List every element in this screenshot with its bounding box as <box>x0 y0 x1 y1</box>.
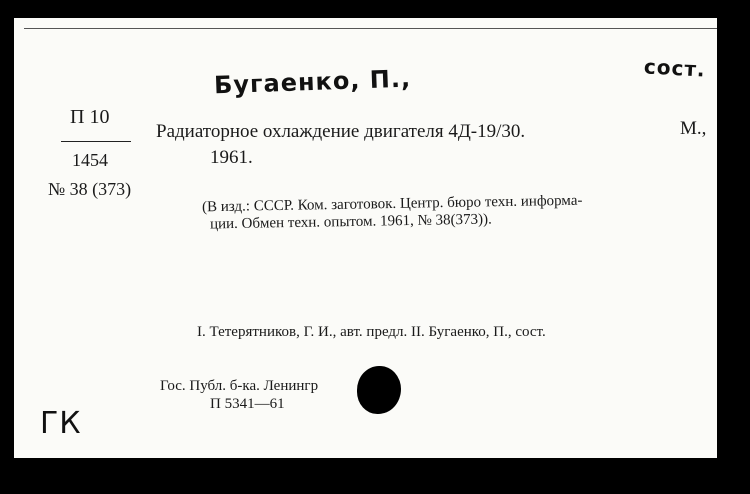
handwritten-author: Бугаенко, П., <box>213 64 412 100</box>
series-note-line1: (В изд.: СССР. Ком. заготовок. Центр. бюро техн. информа- <box>201 192 583 216</box>
publication-year: 1961. <box>210 147 253 168</box>
added-entries: I. Тетерятников, Г. И., авт. предл. II. Бугаенко, П., сост. <box>197 324 546 340</box>
call-number-line1: П 10 <box>70 106 110 128</box>
call-number-line3: № 38 (373) <box>48 179 132 199</box>
card-top-border <box>24 28 717 29</box>
call-number-divider <box>61 141 131 142</box>
city: М., <box>680 118 707 139</box>
corner-handwritten-mark: ГК <box>40 406 82 441</box>
ink-blot <box>357 366 401 414</box>
library-stamp: Гос. Публ. б-ка. Ленингр <box>160 378 319 394</box>
series-note-line2: ции. Обмен техн. опытом. 1961, № 38(373)). <box>209 211 492 233</box>
catalog-card <box>14 18 717 458</box>
card-number: П 5341—61 <box>210 396 285 412</box>
title-line: Радиаторное охлаждение двигателя 4Д-19/30. <box>156 121 526 142</box>
call-number-line2: 1454 <box>72 150 108 170</box>
handwritten-role: сост. <box>643 54 707 82</box>
